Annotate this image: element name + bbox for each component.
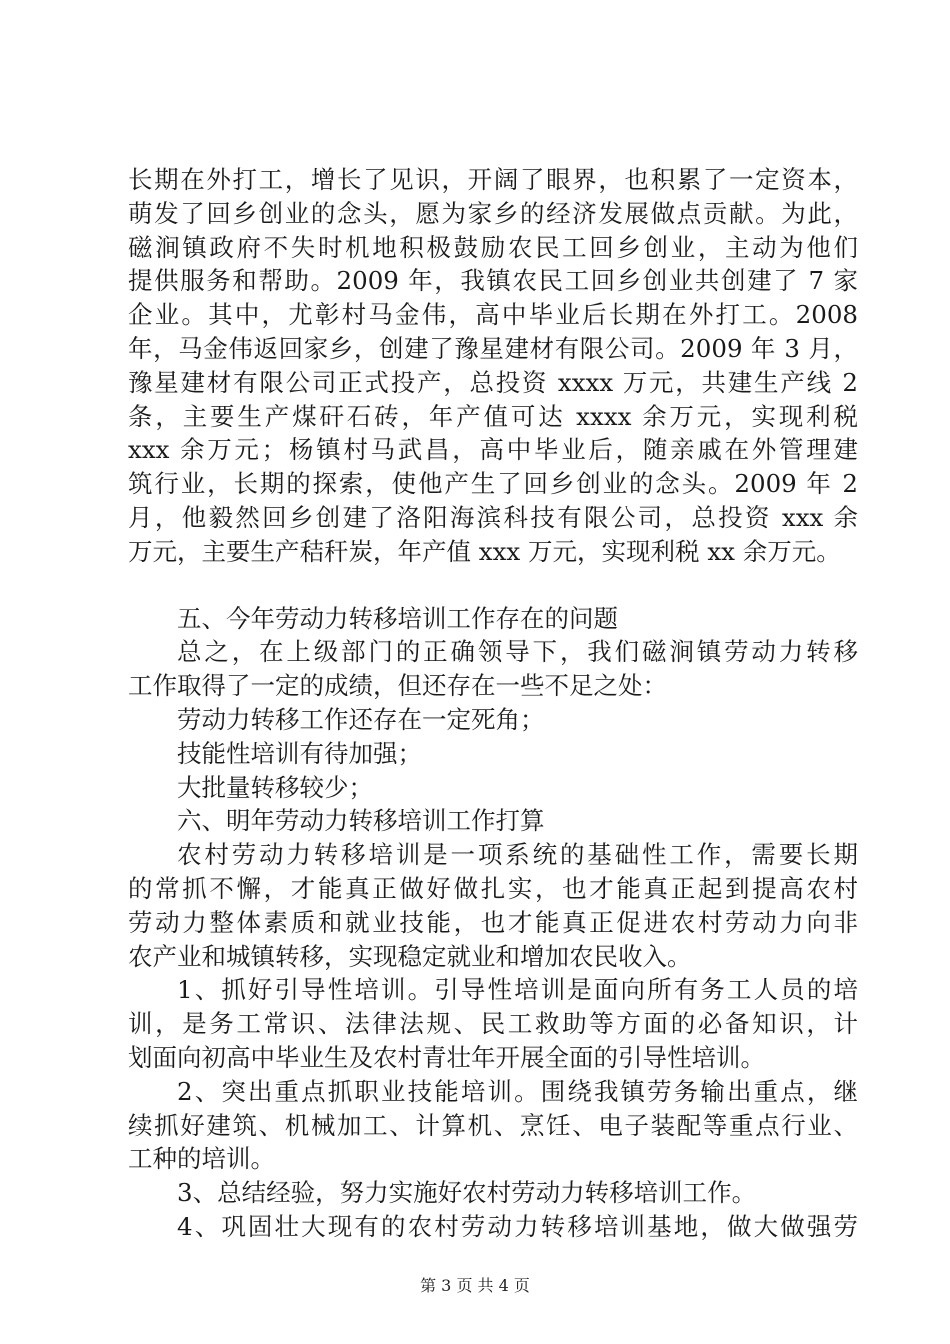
text-line: 1、抓好引导性培训。引导性培训是面向所有务工人员的培 <box>177 975 858 1005</box>
problem-item: 劳动力转移工作还存在一定死角； <box>177 704 545 734</box>
text-line: 工作取得了一定的成绩，但还存在一些不足之处： <box>128 671 667 701</box>
text-line: 磁涧镇政府不失时机地积极鼓励农民工回乡创业，主动为他们 <box>128 232 858 262</box>
text-line: 农村劳动力转移培训是一项系统的基础性工作，需要长期 <box>177 840 858 870</box>
text-line: 农产业和城镇转移，实现稳定就业和增加农民收入。 <box>128 941 692 971</box>
text-line: 萌发了回乡创业的念头，愿为家乡的经济发展做点贡献。为此， <box>128 198 858 228</box>
text-line: 续抓好建筑、机械加工、计算机、烹饪、电子装配等重点行业、 <box>128 1110 858 1140</box>
text-line: 劳动力整体素质和就业技能，也才能真正促进农村劳动力向非 <box>128 907 858 937</box>
text-line: 2、突出重点抓职业技能培训。围绕我镇劳务输出重点，继 <box>177 1076 858 1106</box>
problem-list <box>128 703 858 804</box>
paragraph-gap <box>128 569 858 602</box>
paragraph-entrepreneurship <box>128 163 858 569</box>
text-line: 长期在外打工，增长了见识，开阔了眼界，也积累了一定资本， <box>128 165 858 194</box>
section-heading-5: 五、今年劳动力转移培训工作存在的问题 <box>177 603 618 633</box>
problem-item: 大批量转移较少； <box>177 772 373 802</box>
plan-item-3: 3、总结经验，努力实施好农村劳动力转移培训工作。 <box>177 1178 757 1208</box>
text-line: 万元，主要生产秸秆炭，年产值 xxx 万元，实现利税 xx 余万元。 <box>128 536 841 566</box>
text-line: 企业。其中，尤彰村马金伟，高中毕业后长期在外打工。2008 <box>128 300 858 330</box>
text-line: 划面向初高中毕业生及农村青壮年开展全面的引导性培训。 <box>128 1042 765 1072</box>
text-line: 的常抓不懈，才能真正做好做扎实，也才能真正起到提高农村 <box>128 873 858 903</box>
text-line: 总之，在上级部门的正确领导下，我们磁涧镇劳动力转移 <box>177 637 858 667</box>
text-line: 训，是务工常识、法律法规、民工救助等方面的必备知识，计 <box>128 1009 858 1039</box>
paragraph-plan <box>128 838 858 973</box>
text-line: 提供服务和帮助。2009 年，我镇农民工回乡创业共创建了 7 家 <box>128 266 858 296</box>
page-footer: 第 3 页 共 4 页 <box>420 1276 530 1295</box>
plan-item-2 <box>128 1075 858 1176</box>
plan-item-1 <box>128 973 858 1074</box>
text-line: 工种的培训。 <box>128 1144 275 1174</box>
text-line: 豫星建材有限公司正式投产，总投资 xxxx 万元，共建生产线 2 <box>128 367 858 397</box>
text-line: xxx 余万元；杨镇村马武昌，高中毕业后，随亲戚在外管理建 <box>128 435 858 465</box>
text-line: 条，主要生产煤矸石砖，年产值可达 xxxx 余万元，实现利税 <box>128 401 858 431</box>
problem-item: 技能性培训有待加强； <box>177 738 422 768</box>
paragraph-summary <box>128 635 858 703</box>
text-line: 年，马金伟返回家乡，创建了豫星建材有限公司。2009 年 3 月， <box>128 333 858 363</box>
text-line: 筑行业，长期的探索，使他产生了回乡创业的念头。2009 年 2 <box>128 469 858 499</box>
plan-item-4: 4、巩固壮大现有的农村劳动力转移培训基地，做大做强劳 <box>177 1211 858 1241</box>
text-line: 月，他毅然回乡创建了洛阳海滨科技有限公司，总投资 xxx 余 <box>128 502 858 532</box>
document-body <box>128 163 858 1244</box>
section-heading-6: 六、明年劳动力转移培训工作打算 <box>177 806 545 836</box>
